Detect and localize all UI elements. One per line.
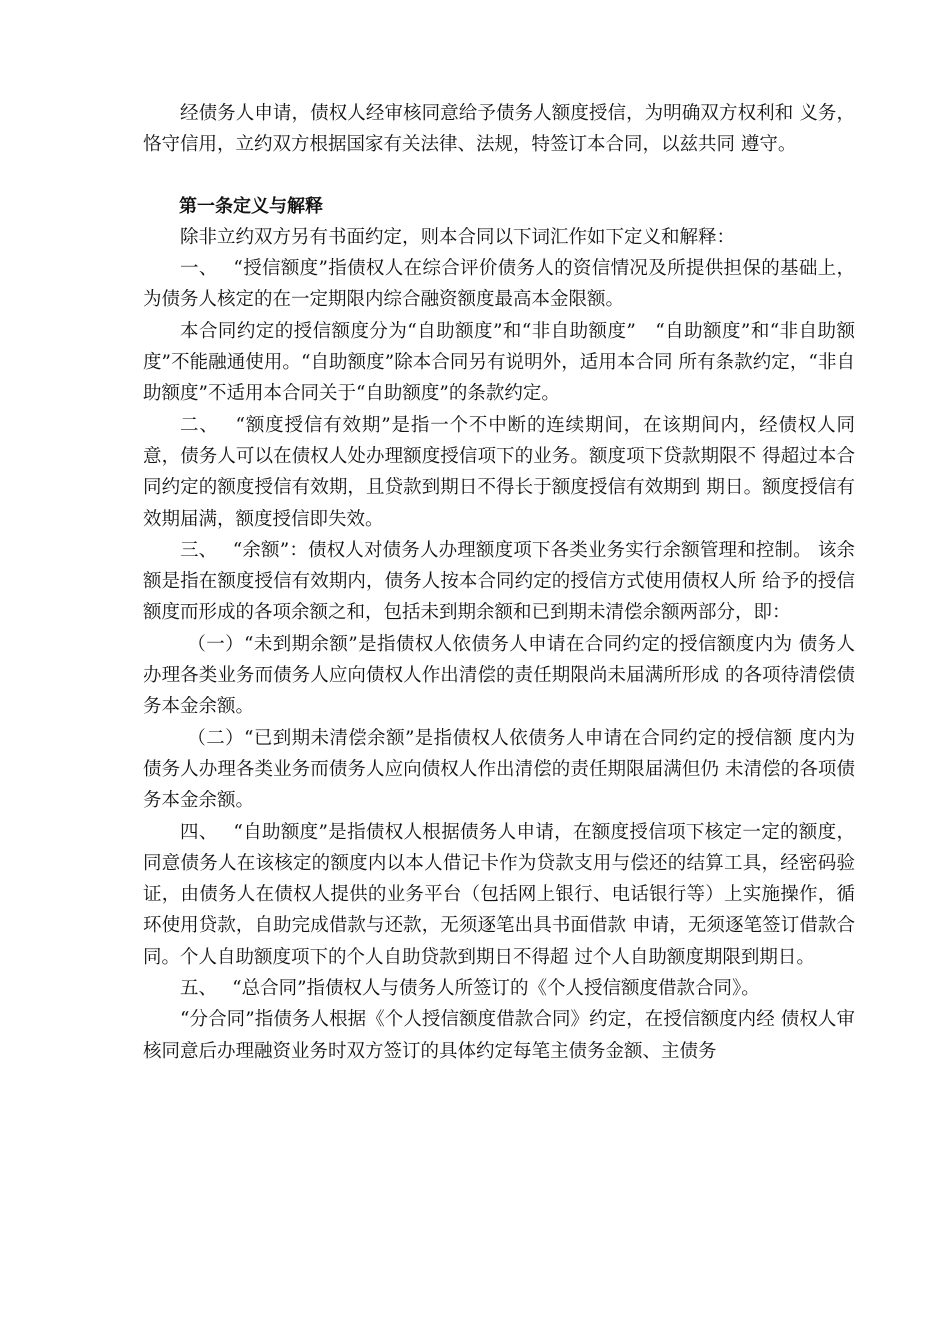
paragraph-validity-period: 二、 “额度授信有效期”是指一个不中断的连续期间，在该期间内，经债权人同意，债务人可以在债权人处办理额度授信项下的业务。额度项下贷款期限不 得超过本合同约定的额度授信有效期，且贷款到期日不得长于额度授信有效期到 期日。额度授信有效期届满，额度授信即失效。	[143, 414, 855, 530]
paragraph-balance: 三、 “余额”：债权人对债务人办理额度项下各类业务实行余额管理和控制。 该余额是指在额度授信有效期内，债务人按本合同约定的授信方式使用债权人所 给予的授信额度而形成的各项余额之和，包括未到期余额和已到期未清偿余额两部分，即：	[143, 539, 855, 624]
paragraph-credit-limit: 一、 “授信额度”指债权人在综合评价债务人的资信情况及所提供担保的基础上，为债务人核定的在一定期限内综合融资额度最高本金限额。	[143, 258, 855, 311]
intro-paragraph: 经债务人申请，债权人经审核同意给予债务人额度授信，为明确双方权利和 义务，恪守信用，立约双方根据国家有关法律、法规，特签订本合同，以兹共同 遵守。	[143, 103, 855, 156]
paragraph-master-contract: 五、 “总合同”指债权人与债务人所签订的《个人授信额度借款合同》。	[180, 978, 760, 1000]
paragraph-overdue-balance: （二）“已到期未清偿余额”是指债权人依债务人申请在合同约定的授信额 度内为债务人办理各类业务而债务人应向债权人作出清偿的责任期限届满但仍 未清偿的各项债务本金余额。	[143, 727, 855, 812]
paragraph-self-service-limit: 四、 “自助额度”是指债权人根据债务人申请，在额度授信项下核定一定的额度，同意债务人在该核定的额度内以本人借记卡作为贷款支用与偿还的结算工具，经密码验证，由债务人在债权人提供的业务平台（包括网上银行、电话银行等）上实施操作，循环使用贷款，自助完成借款与还款，无须逐笔出具书面借款 申请，无须逐笔签订借款合同。个人自助额度项下的个人自助贷款到期日不得超 过个人自助额度期限到期日。	[143, 821, 855, 968]
paragraph-sub-contract: “分合同”指债务人根据《个人授信额度借款合同》约定，在授信额度内经 债权人审核同意后办理融资业务时双方签订的具体约定每笔主债务金额、主债务	[143, 1009, 855, 1062]
paragraph-undue-balance: （一）“未到期余额”是指债权人依债务人申请在合同约定的授信额度内为 债务人办理各类业务而债务人应向债权人作出清偿的责任期限尚未届满所形成 的各项待清偿债务本金余额。	[143, 633, 855, 718]
paragraph-definitions-lead: 除非立约双方另有书面约定，则本合同以下词汇作如下定义和解释：	[180, 226, 736, 248]
section-title: 第一条定义与解释	[179, 195, 323, 217]
document-page	[143, 98, 855, 1067]
paragraph-credit-types: 本合同约定的授信额度分为“自助额度”和“非自助额度” “自助额度”和“非自助额度”不能融通使用。“自助额度”除本合同另有说明外，适用本合同 所有条款约定，“非自助额度”不适用本合同关于“自助额度”的条款约定。	[143, 320, 855, 405]
